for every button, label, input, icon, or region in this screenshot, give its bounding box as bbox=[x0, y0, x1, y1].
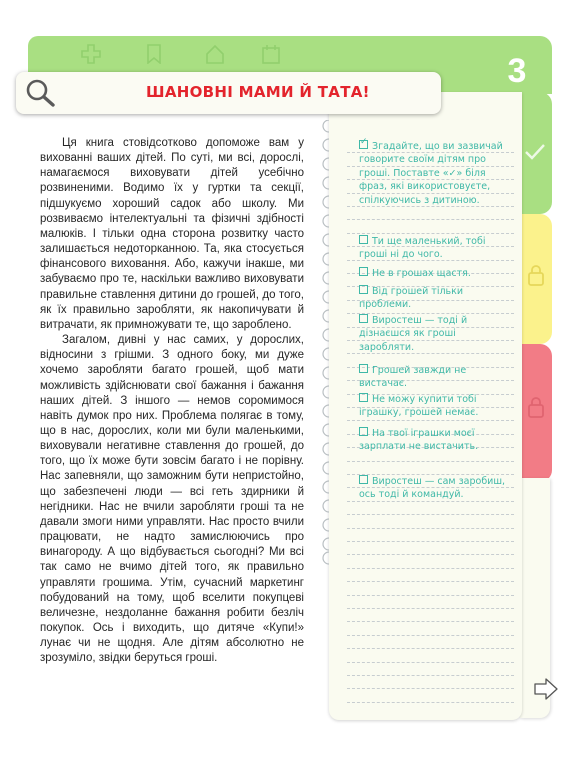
body-text bbox=[40, 136, 304, 666]
note-line bbox=[347, 568, 514, 569]
bookmark-icon bbox=[144, 44, 164, 64]
note-line bbox=[347, 219, 514, 220]
note-line bbox=[347, 541, 514, 542]
checked-checkbox[interactable]: ✓ bbox=[360, 137, 368, 147]
note-item: Ти ще маленький, тобі гроші ні до чого. bbox=[359, 236, 486, 261]
checkbox[interactable] bbox=[359, 427, 368, 436]
note-line bbox=[347, 702, 514, 703]
lock-icon bbox=[527, 396, 545, 418]
note-line bbox=[347, 233, 514, 234]
calendar-icon bbox=[261, 44, 281, 64]
note-line bbox=[347, 461, 514, 462]
checkbox[interactable] bbox=[359, 314, 368, 323]
note-line bbox=[347, 662, 514, 663]
check-icon bbox=[524, 142, 546, 162]
arrow-right-icon[interactable] bbox=[533, 677, 559, 701]
note-line bbox=[347, 420, 514, 421]
note-item: Виростеш — сам заробиш, ось тоді й командуй. bbox=[359, 476, 506, 501]
checkbox[interactable] bbox=[359, 475, 368, 484]
lock-icon bbox=[527, 264, 545, 286]
note-line bbox=[347, 528, 514, 529]
note-line bbox=[347, 635, 514, 636]
note-item: Від грошей тільки проблеми. bbox=[359, 286, 464, 311]
note-item: Грошей завжди не вистачає. bbox=[359, 365, 467, 390]
note-item: На твої іграшки моєї зарплати не вистачить. bbox=[359, 428, 479, 453]
page-title: ШАНОВНІ МАМИ Й ТАТА! bbox=[146, 83, 370, 101]
checkbox[interactable] bbox=[359, 235, 368, 244]
note-line bbox=[347, 595, 514, 596]
note-item: Не можу купити тобі іграшку, грошей немає. bbox=[359, 394, 479, 419]
search-icon[interactable] bbox=[24, 78, 56, 108]
note-item: Виростеш — тоді й дізнаєшся як гроші заробляти. bbox=[359, 315, 468, 353]
paragraph-2: Загалом, дивні у нас самих, у дорослих, відносини з грішми. З одного боку, ми дуже хочемо заробляти багато грошей, щоб мати можливість здійснювати свої бажання і бажання наших дітей. З іншого — немов соромимося навіть думок про них. Проблема полягає в тому, що в нас, дорослих, коли ми були маленькими, виховували негативне ставлення до грошей, до того, що їх може бути зовсім багато і не порівну. Нас запевняли, що заможним бути непристойно, що забезпечені люди — всі геть здирники й негідники. Нас не вчили заробляти гроші та не давали змоги ними управляти. Нас просто вчили працювати, не надто замислюючись про винагороду. А що відбувається сьогодні? Ми всі так само не вчимо дітей того, як правильно управляти грошима. Утім, сучасний маркетинг побудований на тому, щоб вселити покупцеві величезне, нездоланне бажання робити безліч покупок. Ось і виходить, що дитяче «Купи!» лунає чи не щодня. Але дітям абсолютно не зрозуміло, звідки беруться гроші. bbox=[40, 334, 304, 665]
note-intro: ✓ Згадайте, що ви зазвичай говорите своїм дітям про гроші. Поставте «✓» біля фраз, які використовуєте, спілкуючись з дитиною. bbox=[359, 137, 503, 206]
note-line bbox=[347, 608, 514, 609]
plus-icon bbox=[81, 44, 101, 64]
note-item: Не в грошах щастя. bbox=[359, 267, 511, 280]
note-line bbox=[347, 581, 514, 582]
page-number: 3 bbox=[507, 52, 527, 90]
note-line bbox=[347, 621, 514, 622]
note-line bbox=[347, 648, 514, 649]
checkbox[interactable] bbox=[359, 267, 368, 276]
checkbox[interactable] bbox=[359, 285, 368, 294]
note-line bbox=[347, 688, 514, 689]
notepad-rings bbox=[322, 120, 336, 565]
paragraph-1: Ця книга стовідсотково допоможе вам у вихованні ваших дітей. По суті, ми всі, дорослі, намагаємося виховувати дітей усебічно розвиненими. Водимо їх у гуртки та секції, підшукуємо хороший садок або школу. Ми розвиваємо інтелектуальні та фізичні здібності малюків. І тільки одна сторона розвитку часто залишається недоторканною. Та, яка стосується фінансового виховання. Або, кажучи інакше, ми забуваємо про те, наскільки важливо виховувати правильне ставлення дитини до грошей, до того, як їх правильно заробляти, як накопичувати й витрачати, як примножувати те, що зароблено. bbox=[40, 137, 304, 331]
note-line bbox=[347, 514, 514, 515]
checkbox[interactable] bbox=[359, 364, 368, 373]
note-line bbox=[347, 554, 514, 555]
checkbox[interactable] bbox=[359, 393, 368, 402]
note-line bbox=[347, 675, 514, 676]
home-icon bbox=[205, 44, 225, 64]
